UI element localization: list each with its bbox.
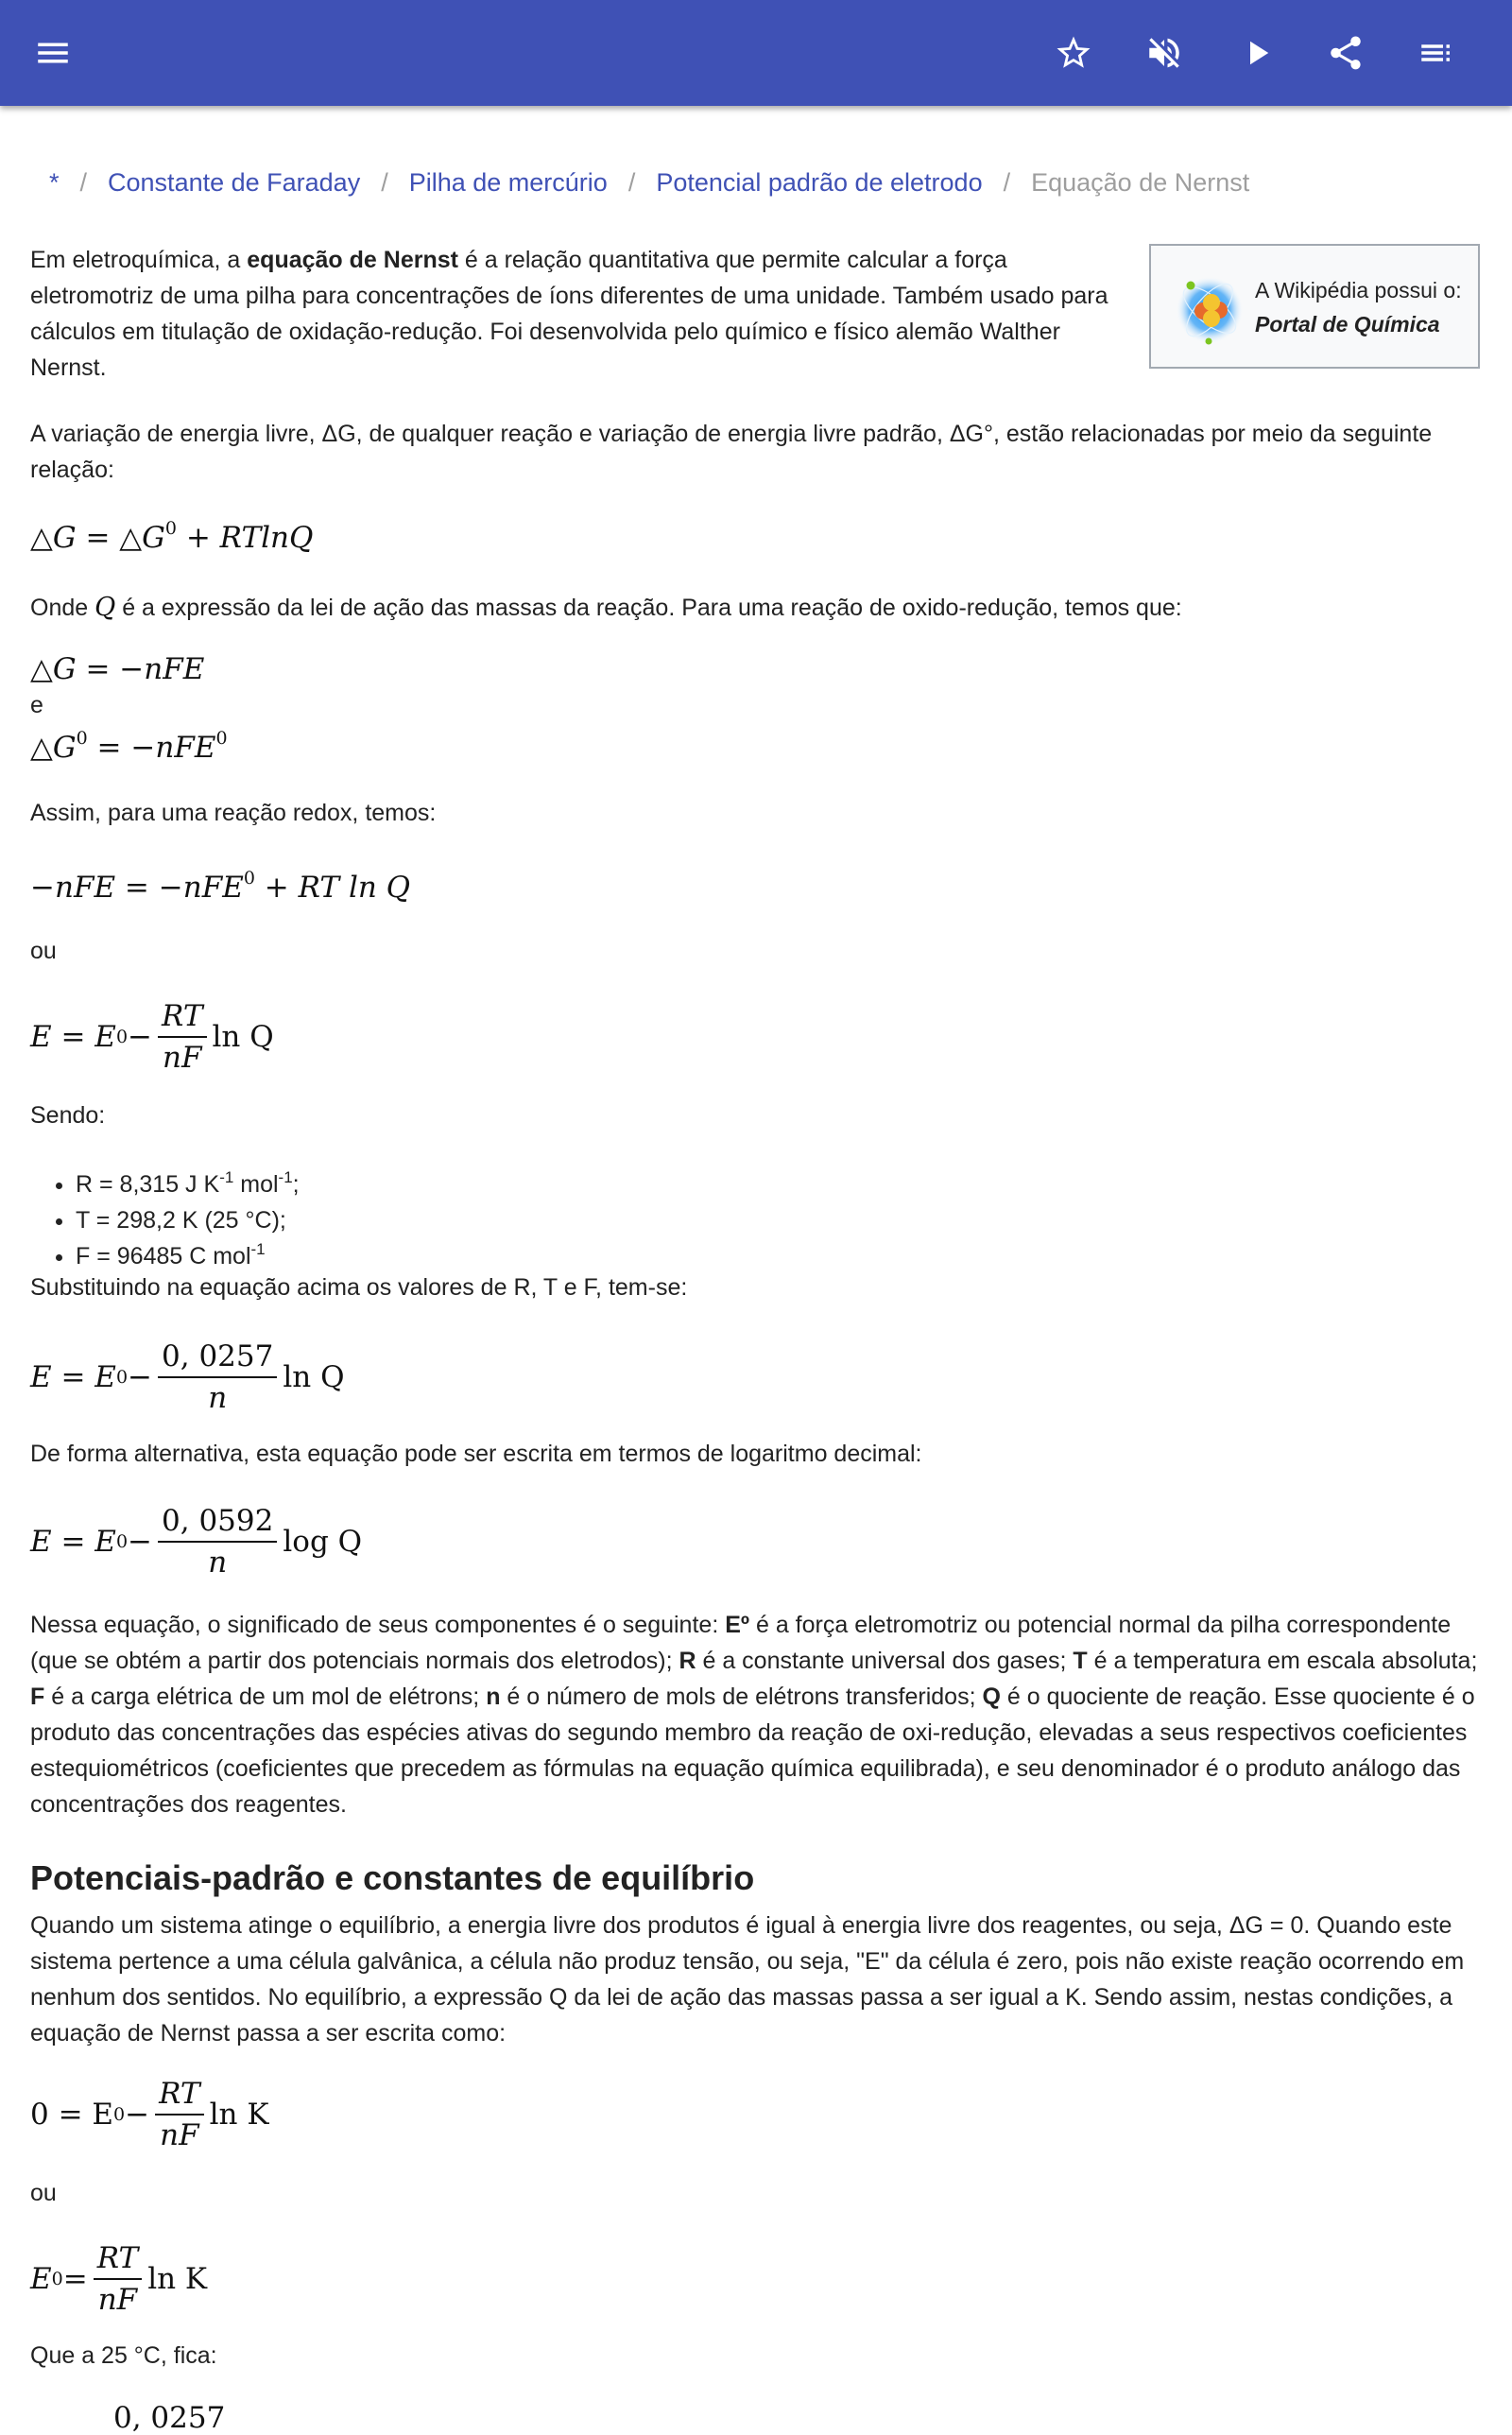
paragraph-redox: Assim, para uma reação redox, temos: — [30, 800, 437, 826]
atom-icon — [1172, 270, 1247, 346]
breadcrumb — [49, 168, 1249, 198]
text: é o quociente de reação. Esse quociente é o produto das concentrações das espécies ativas do segundo membro da reação de oxi-redução, elevadas a seus respectivos coeficientes estequiométricos (coeficientes que precedem as fórmulas na equação química equilibrada), e seu denominador é o produto análogo das concentrações dos reagentes. — [30, 1684, 1475, 1818]
play-icon[interactable] — [1230, 26, 1283, 79]
formula-delta-g: △G = $\triangle G^0 + RTlnQ$ — [30, 518, 314, 555]
text: Nessa equação, o significado de seus componentes é o seguinte: — [30, 1612, 726, 1638]
breadcrumb-separator: / — [79, 168, 88, 197]
text: é a temperatura em escala absoluta; — [1087, 1648, 1478, 1674]
text-ou: ou — [30, 938, 57, 964]
text: é a força eletromotriz ou potencial normal da pilha correspondente (que se obtém a partir dos potenciais normais dos eletrodos); — [30, 1612, 1452, 1674]
list-item-f: • F = 96485 C mol$^{-1}$ — [76, 1238, 300, 1274]
term-bold: F — [30, 1684, 45, 1710]
text: é a constante universal dos gases; — [696, 1648, 1074, 1674]
term-bold: n — [486, 1684, 501, 1710]
text-e: e — [30, 692, 43, 718]
playlist-icon[interactable] — [1410, 26, 1463, 79]
paragraph-equilibrio: Quando um sistema atinge o equilíbrio, a energia livre dos produtos é igual à energia livre dos reagentes, ou seja, ΔG = 0. Quando este sistema pertence a uma célula galvânica, a célula não produz tensão, ou seja, "E" da célula é zero, pois não existe reação ocorrendo em nenhum dos sentidos. No equilíbrio, a expressão Q da lei de ação das massas passa a ser igual a K. Sendo assim, nestas condições, a equação de Nernst passa a ser escrita como: — [30, 1912, 1465, 2046]
share-icon[interactable] — [1319, 26, 1372, 79]
breadcrumb-constante-de-faraday[interactable]: Constante de Faraday — [108, 168, 361, 197]
app-bar — [0, 0, 1512, 106]
formula-nernst: E = E 0 − $\frac{RT}{nF}$ ln Q — [30, 999, 274, 1075]
formula-nernst-log: E = E 0 − $\frac{0, 0592}{n}$ log Q — [30, 1504, 363, 1580]
term-bold: Eº — [725, 1612, 750, 1638]
text-sendo: Sendo: — [30, 1102, 106, 1129]
formula-e0-lnk: E 0 = $\frac{RT}{nF}$ ln K — [30, 2241, 208, 2317]
text: é a carga elétrica de um mol de elétrons; — [44, 1684, 487, 1710]
menu-icon[interactable] — [26, 26, 79, 79]
formula-equilibrium: 0 = E 0 − $\frac{RT}{nF}$ ln K — [30, 2077, 269, 2152]
constants-list — [30, 1166, 300, 1274]
list-item-t: • T = 298,2 K (25 °C); — [76, 1202, 300, 1238]
formula-cut-off-numerator: 0, 0257 — [113, 2401, 226, 2435]
var-q: Q — [94, 593, 116, 622]
portal-box[interactable] — [1149, 244, 1480, 369]
portal-caption: A Wikipédia possui o: — [1255, 278, 1462, 302]
volume-off-icon[interactable] — [1138, 26, 1191, 79]
paragraph-energy: A variação de energia livre, ΔG, de qualquer reação e variação de energia livre padrão, ΔG°, estão relacionadas por meio da seguinte relação: — [30, 421, 1433, 483]
list-item-r: • R = 8,315 J $K^{-1}$ mol$^{-1}$; — [76, 1166, 300, 1202]
paragraph-q: Onde Q é a expressão da lei de ação das massas da reação. Para uma reação de oxido-redução, temos que: — [30, 593, 1182, 622]
text: Em eletroquímica, a — [30, 247, 248, 273]
star-icon[interactable] — [1047, 26, 1100, 79]
breadcrumb-pilha-de-mercurio[interactable]: Pilha de mercúrio — [408, 168, 608, 197]
term-bold: R — [679, 1648, 696, 1674]
text-ou-2: ou — [30, 2180, 57, 2206]
intro-paragraph — [30, 242, 1117, 386]
paragraph-25c: Que a 25 °C, fica: — [30, 2342, 217, 2369]
portal-link[interactable]: Portal de Química — [1255, 312, 1440, 337]
breadcrumb-separator: / — [1003, 168, 1011, 197]
formula-redox: −nFE = −nFE$^0$ + RT ln Q — [30, 868, 411, 905]
section-heading: Potenciais-padrão e constantes de equilíbrio — [30, 1858, 755, 1897]
paragraph-alternativa: De forma alternativa, esta equação pode ser escrita em termos de logaritmo decimal: — [30, 1441, 922, 1467]
term-bold: equação de Nernst — [247, 247, 458, 273]
paragraph-components — [30, 1607, 1482, 1822]
term-bold: Q — [982, 1684, 1001, 1710]
formula-nernst-numeric: E = E 0 − $\frac{0, 0257}{n}$ ln Q — [30, 1339, 345, 1415]
breadcrumb-home[interactable]: * — [49, 168, 60, 197]
paragraph-substituindo: Substituindo na equação acima os valores de R, T e F, tem-se: — [30, 1274, 688, 1301]
breadcrumb-current: Equação de Nernst — [1031, 168, 1250, 197]
text: é o número de mols de elétrons transferidos; — [500, 1684, 983, 1710]
breadcrumb-potencial-padrao[interactable]: Potencial padrão de eletrodo — [656, 168, 983, 197]
formula-delta-g0-nfe0: $\triangle G^0 = -nFE^0$ — [30, 728, 228, 765]
text: é a relação quantitativa que permite calcular a força eletromotriz de uma pilha para concentrações de íons diferentes de uma unidade. Também usado para cálculos em titulação de oxidação-redução. Foi desenvolvida pelo químico e físico alemão Walther Nernst. — [30, 247, 1108, 381]
formula-delta-g-nfe: △G = −nFE — [30, 652, 205, 686]
breadcrumb-separator: / — [627, 168, 636, 197]
term-bold: T — [1073, 1648, 1088, 1674]
breadcrumb-separator: / — [381, 168, 388, 197]
